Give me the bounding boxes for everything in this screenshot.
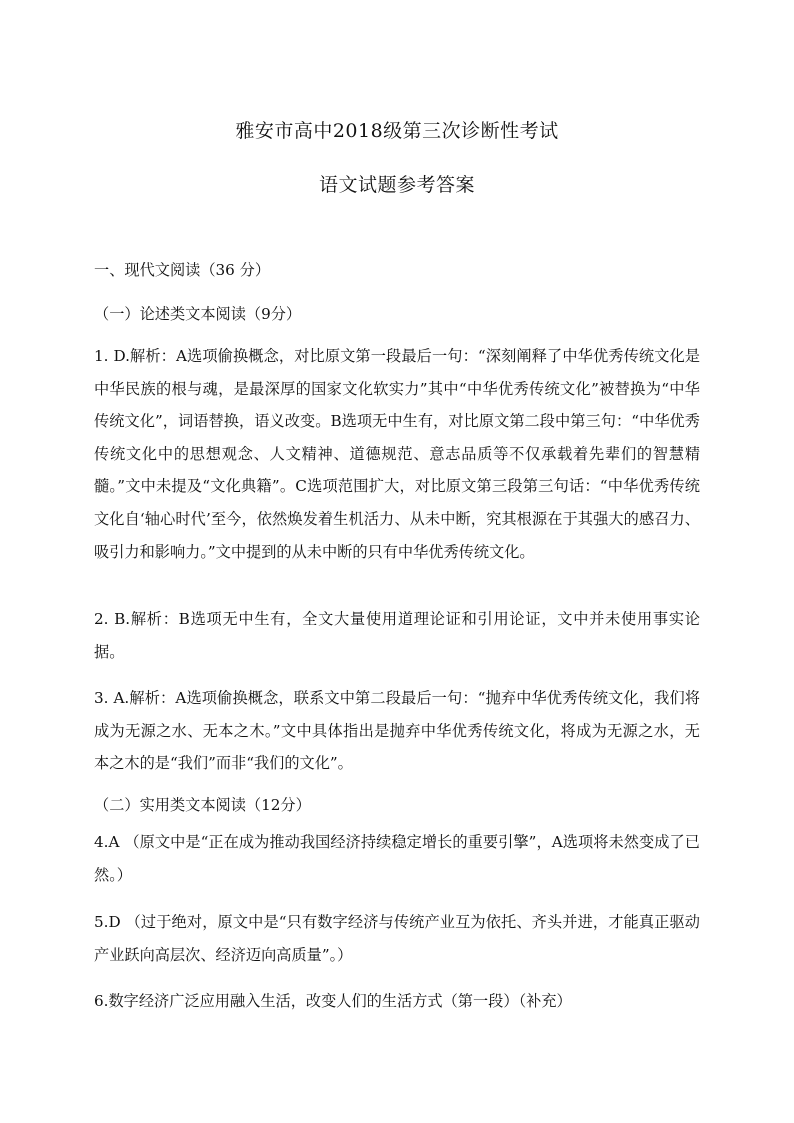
answer-5-text: 5.D （过于绝对，原文中是“只有数字经济与传统产业互为依托、齐头并进，才能真正驱动产业跃向高层次、经济迈向高质量”。） <box>94 913 700 964</box>
answer-3-text: 3. A.解析：A选项偷换概念，联系文中第二段最后一句：“抛弃中华优秀传统文化，我们将成为无源之水、无本之木。”文中具体指出是抛弃中华优秀传统文化，将成为无源之水，无本之木的是“我们”而非“我们的文化”。 <box>94 689 700 773</box>
answer-6 <box>94 985 700 1018</box>
subsection-heading-argumentative: （一）论述类文本阅读（9分） <box>94 305 302 323</box>
answer-5 <box>94 906 700 971</box>
answer-2-text: 2. B.解析：B选项无中生有，全文大量使用道理论证和引用论证，文中并未使用事实论据。 <box>94 610 700 661</box>
answer-6-text: 6.数字经济广泛应用融入生活，改变人们的生活方式（第一段）（补充） <box>94 992 572 1010</box>
answer-4 <box>94 826 700 891</box>
section-heading-modern-reading: 一、现代文阅读（36 分） <box>94 261 271 279</box>
document-subtitle: 语文试题参考答案 <box>318 174 475 196</box>
subsection-heading-practical: （二）实用类文本阅读（12分） <box>94 796 311 814</box>
document-title: 雅安市高中2018级第三次诊断性考试 <box>235 120 559 142</box>
answer-3 <box>94 682 700 780</box>
answer-4-text: 4.A （原文中是“正在成为推动我国经济持续稳定增长的重要引擎”，A选项将未然变成了已然。） <box>94 833 700 884</box>
answer-1 <box>94 340 700 568</box>
answer-1-text: 1. D.解析：A选项偷换概念，对比原文第一段最后一句：“深刻阐释了中华优秀传统文化是中华民族的根与魂，是最深厚的国家文化软实力”其中“中华优秀传统文化”被替换为“中华传统文化”，词语替换，语义改变。B选项无中生有，对比原文第二段中第三句：“中华优秀传统文化中的思想观念、人文精神、道德规范、意志品质等不仅承载着先辈们的智慧精髓。”文中未提及“文化典籍”。C选项范围扩大，对比原文第三段第三句话：“中华优秀传统文化自‘轴心时代’至今，依然焕发着生机活力、从未中断，究其根源在于其强大的感召力、吸引力和影响力。”文中提到的从未中断的只有中华优秀传统文化。 <box>94 347 700 561</box>
answer-2 <box>94 603 700 668</box>
